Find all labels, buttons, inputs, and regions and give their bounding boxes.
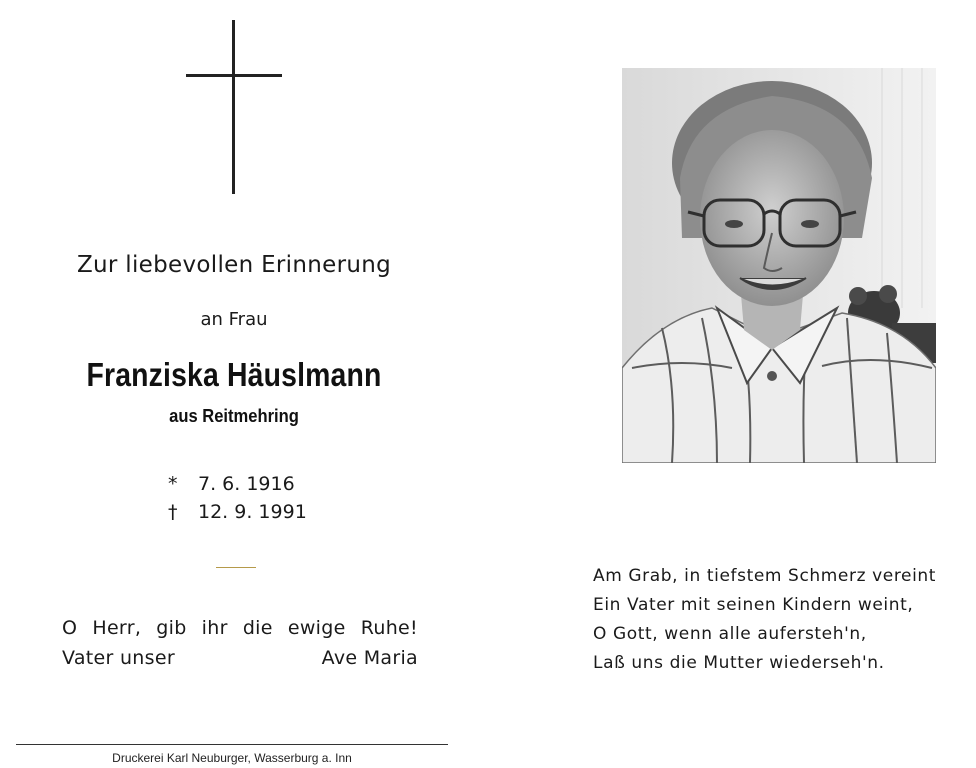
prayer-line-1 bbox=[62, 613, 418, 643]
prayer-line-2 bbox=[62, 643, 418, 673]
birth-date-row bbox=[168, 470, 307, 498]
poem-line: Ein Vater mit seinen Kindern weint, bbox=[593, 595, 914, 615]
prayer bbox=[62, 613, 418, 673]
divider-short bbox=[216, 567, 256, 568]
poem bbox=[593, 562, 976, 678]
cross-vertical-bar bbox=[232, 20, 235, 194]
birth-symbol: * bbox=[168, 473, 178, 495]
cross-horizontal-bar bbox=[186, 74, 282, 77]
death-symbol: † bbox=[168, 501, 178, 523]
prayer-vater-unser: Vater unser bbox=[62, 647, 175, 669]
prayer-word: ewige bbox=[287, 617, 346, 639]
death-date: 12. 9. 1991 bbox=[198, 501, 307, 523]
prayer-word: O bbox=[62, 617, 78, 639]
prayer-word: Ruhe! bbox=[360, 617, 418, 639]
prayer-word: die bbox=[242, 617, 273, 639]
prayer-ave-maria: Ave Maria bbox=[321, 647, 418, 669]
birth-date: 7. 6. 1916 bbox=[198, 473, 295, 495]
salutation: an Frau bbox=[200, 309, 268, 330]
prayer-word: ihr bbox=[201, 617, 228, 639]
prayer-word: Herr, bbox=[92, 617, 142, 639]
deceased-name: Franziska Häuslmann bbox=[86, 356, 382, 393]
poem-line: O Gott, wenn alle aufersteh'n, bbox=[593, 624, 867, 644]
printer-credit: Druckerei Karl Neuburger, Wasserburg a. Inn bbox=[112, 751, 352, 765]
divider-bottom bbox=[16, 744, 448, 745]
death-date-row bbox=[168, 498, 307, 526]
portrait-photo bbox=[622, 68, 936, 463]
portrait-illustration bbox=[622, 68, 936, 463]
life-dates bbox=[168, 470, 307, 526]
prayer-word: gib bbox=[156, 617, 187, 639]
poem-line: Laß uns die Mutter wiederseh'n. bbox=[593, 653, 885, 673]
cross-symbol bbox=[186, 20, 282, 194]
memorial-intro: Zur liebevollen Erinnerung bbox=[77, 252, 391, 278]
poem-line: Am Grab, in tiefstem Schmerz vereint bbox=[593, 566, 937, 586]
deceased-origin: aus Reitmehring bbox=[169, 406, 299, 426]
